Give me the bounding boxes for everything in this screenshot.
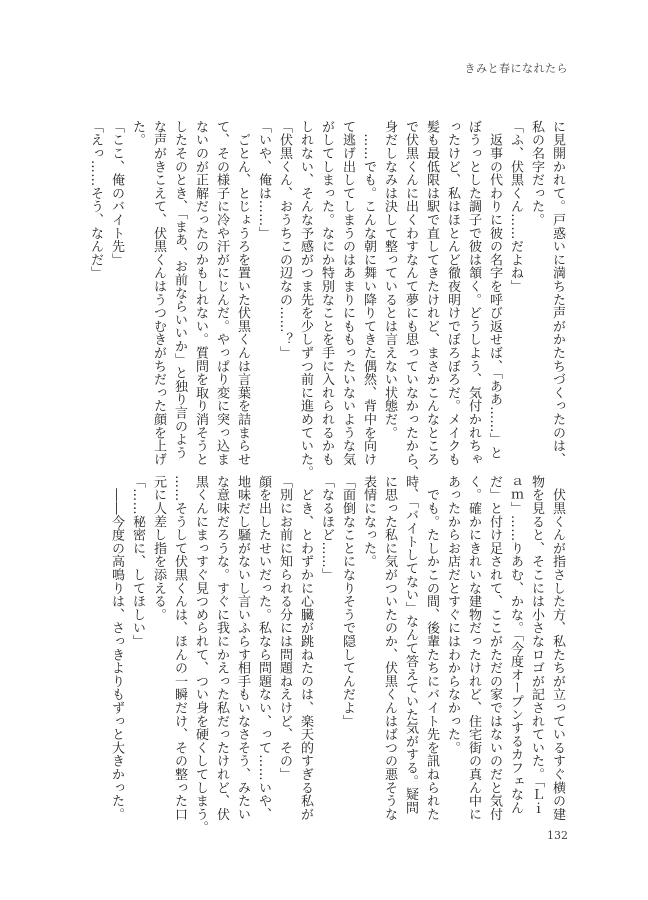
text-line: 伏黒くんが指さした方、私たちが立っているすぐ横の建 (550, 475, 565, 821)
text-line: 地味だし騒がないし言いふらす相手もいなさそう、みたい (235, 475, 250, 821)
text-line: でも。たしかこの間、後輩たちにバイト先を訊ねられた (424, 475, 439, 821)
text-line: 「えっ……そう、なんだ」 (88, 120, 103, 280)
text-line: ａｍ」……りあむ、かな。「今度オープンするカフェなん (508, 475, 523, 815)
text-line: ――今度の高鳴りは、さっきよりもずっと大きかった。 (109, 475, 124, 821)
text-line: 表情になった。 (361, 475, 376, 569)
text-line: 「別にお前に知られる分には問題ねえけど、その」 (277, 475, 292, 781)
text-line: 返事の代わりに彼の名字を呼び返せば、「ああ……」と (487, 120, 502, 460)
text-line: 「……秘密に、してほしい」 (130, 475, 145, 648)
text-line: 元に人差し指を添える。 (151, 475, 166, 622)
text-line: 「なるほど……」 (319, 475, 334, 582)
text-line: がしてしまった。なにか特別なことを手に入れられるかも (319, 120, 334, 466)
text-line: て逃げ出してしまうのはあまりにももったいないような気 (340, 120, 355, 466)
running-header: きみと春になれたら (464, 62, 568, 75)
text-line: ……でも。こんな朝に舞い降りてきた偶然、背中を向け (361, 120, 376, 466)
text-line: に思った私に気がついたのか、伏黒くんはばつの悪そうな (382, 475, 397, 821)
text-line: 「伏黒くん、おうちこの辺なの……？」 (277, 120, 292, 360)
text-line: に見開かれて。戸惑いに満ちた声がかたちづくったのは、 (550, 120, 565, 466)
text-line: 「ふ、伏黒くん……だよね」 (508, 120, 523, 293)
text-line: 時、「バイトしてない」なんて答えていた気がする。疑問 (403, 475, 418, 815)
text-line: 黒くんにまっすぐ見つめられて、つい身を硬くしてしまう。 (193, 475, 208, 835)
text-line: 身だしなみは決して整っているとは言えない状態だ。 (382, 120, 397, 440)
text-line: ないのが正解だったのかもしれない。質問を取り消そうと (193, 120, 208, 466)
upper-text-block (85, 120, 568, 480)
text-line: 「いや、俺は……」 (256, 120, 271, 240)
text-line: た。 (130, 120, 145, 147)
text-line: だ」と付け足されて、ここがただの家ではないのだと気付 (487, 475, 502, 821)
text-line: 「面倒なことになりそうで隠してんだよ」 (340, 475, 355, 728)
text-line: あったからお店だとすぐにはわからなかった。 (445, 475, 460, 755)
page-number: 132 (547, 829, 568, 842)
text-line: しれない、そんな予感がつま先を少しずつ前に進めていた。 (298, 120, 313, 480)
text-line: したそのとき、「まあ、お前ならいいか」と独り言のよう (172, 120, 187, 460)
text-line: 顔を出したせいだった。私なら問題ない、って……いや、 (256, 475, 271, 821)
text-line: ぼうっとした調子で彼は頷く。どうしよう、気付かれちゃ (466, 120, 481, 466)
text-line: て、その様子に冷や汗がにじんだ。やっぱり変に突っ込ま (214, 120, 229, 466)
text-line: な意味だろうな。すぐに我にかえった私だったけれど、伏 (214, 475, 229, 821)
text-line: 「ここ、俺のバイト先」 (109, 120, 124, 267)
text-line: ごとん、とじょうろを置いた伏黒くんは言葉を詰まらせ (235, 120, 250, 466)
text-line: 物を見ると、そこには小さなロゴが記されていた。「Ｌｉ (529, 475, 544, 815)
text-line: で伏黒くんに出くわすなんて夢にも思っていなかったから、 (403, 120, 418, 480)
text-line: どき、とわずかに心臓が跳ねたのは、楽天的すぎる私が (298, 475, 313, 821)
text-line: 私の名字だった。 (529, 120, 544, 227)
text-line: ……そうして伏黒くんは、ほんの一瞬だけ、その整った口 (172, 475, 187, 821)
text-line: 髪も最低限は駅で直してきたけれど、まさかこんなところ (424, 120, 439, 466)
text-line: く。確かにきれいな建物だったけれど、住宅街の真ん中に (466, 475, 481, 821)
lower-text-block (106, 475, 568, 835)
text-line: ったけど、私はほとんど徹夜明けでぼろぼろだ。メイクも (445, 120, 460, 466)
text-line: な声がきこえて、伏黒くんはうつむきがちだった顔を上げ (151, 120, 166, 466)
